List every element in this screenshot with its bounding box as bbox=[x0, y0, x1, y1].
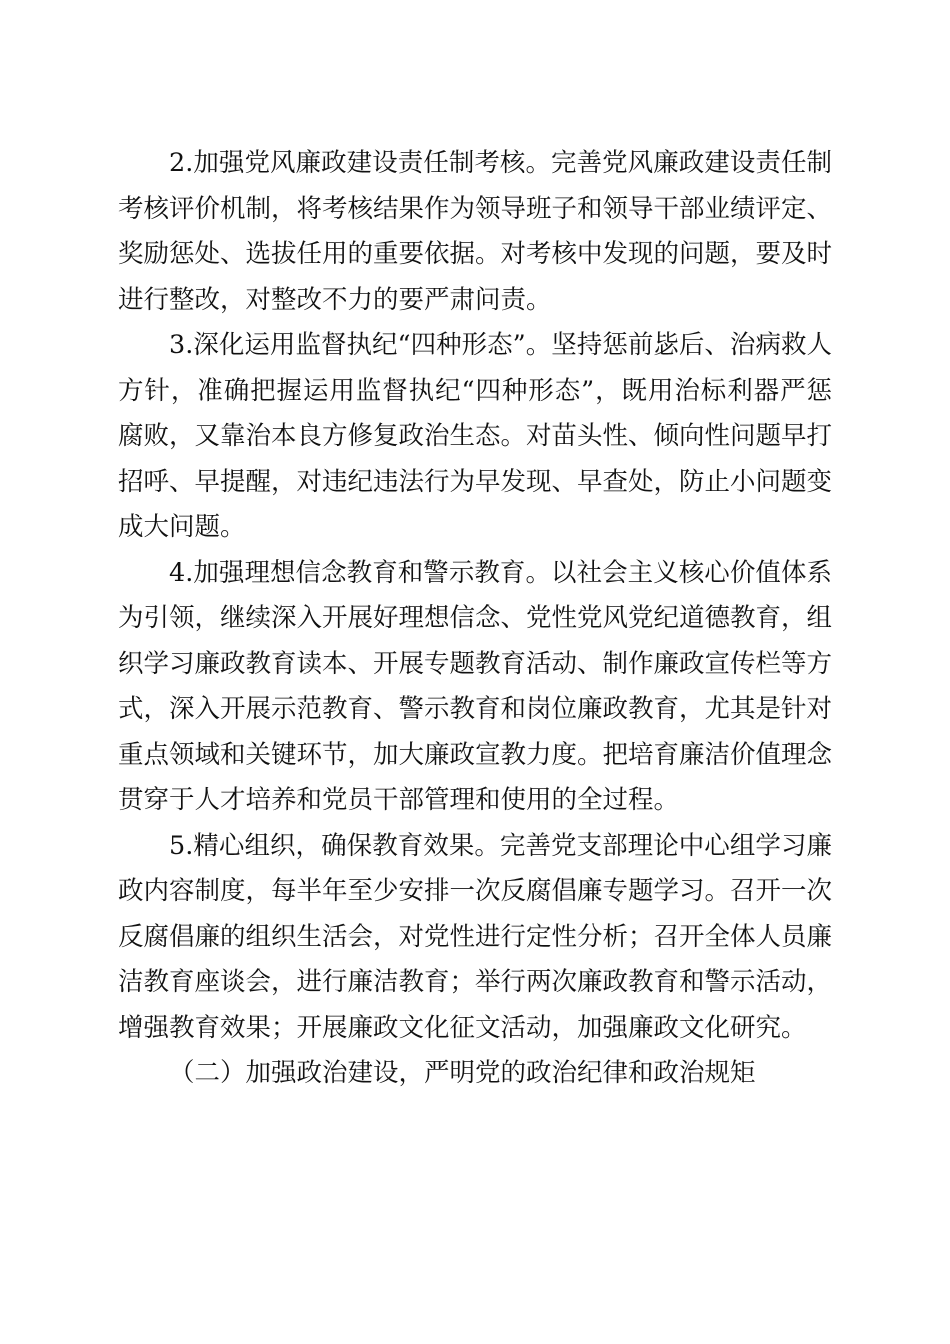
document-body bbox=[118, 141, 832, 1097]
paragraph-item-4: 4.加强理想信念教育和警示教育。以社会主义核心价值体系为引领，继续深入开展好理想信念、党性党风党纪道德教育，组织学习廉政教育读本、开展专题教育活动、制作廉政宣传栏等方式，深入开展示范教育、警示教育和岗位廉政教育，尤其是针对重点领域和关键环节，加大廉政宣教力度。把培育廉洁价值理念贯穿于人才培养和党员干部管理和使用的全过程。 bbox=[118, 557, 833, 815]
paragraph-item-5: 5.精心组织，确保教育效果。完善党支部理论中心组学习廉政内容制度，每半年至少安排一次反腐倡廉专题学习。召开一次反腐倡廉的组织生活会，对党性进行定性分析；召开全体人员廉洁教育座谈会，进行廉洁教育；举行两次廉政教育和警示活动，增强教育效果；开展廉政文化征文活动，加强廉政文化研究。 bbox=[118, 830, 833, 1043]
paragraph-item-3: 3.深化运用监督执纪“四种形态”。坚持惩前毖后、治病救人方针，准确把握运用监督执纪“四种形态”，既用治标利器严惩腐败，又靠治本良方修复政治生态。对苗头性、倾向性问题早打招呼、早提醒，对违纪违法行为早发现、早查处，防止小问题变成大问题。 bbox=[118, 330, 833, 542]
section-heading: （二）加强政治建设，严明党的政治纪律和政治规矩 bbox=[169, 1058, 756, 1088]
paragraph-item-2: 2.加强党风廉政建设责任制考核。完善党风廉政建设责任制考核评价机制，将考核结果作为领导班子和领导干部业绩评定、奖励惩处、选拔任用的重要依据。对考核中发现的问题，要及时进行整改，对整改不力的要严肃问责。 bbox=[118, 148, 833, 315]
